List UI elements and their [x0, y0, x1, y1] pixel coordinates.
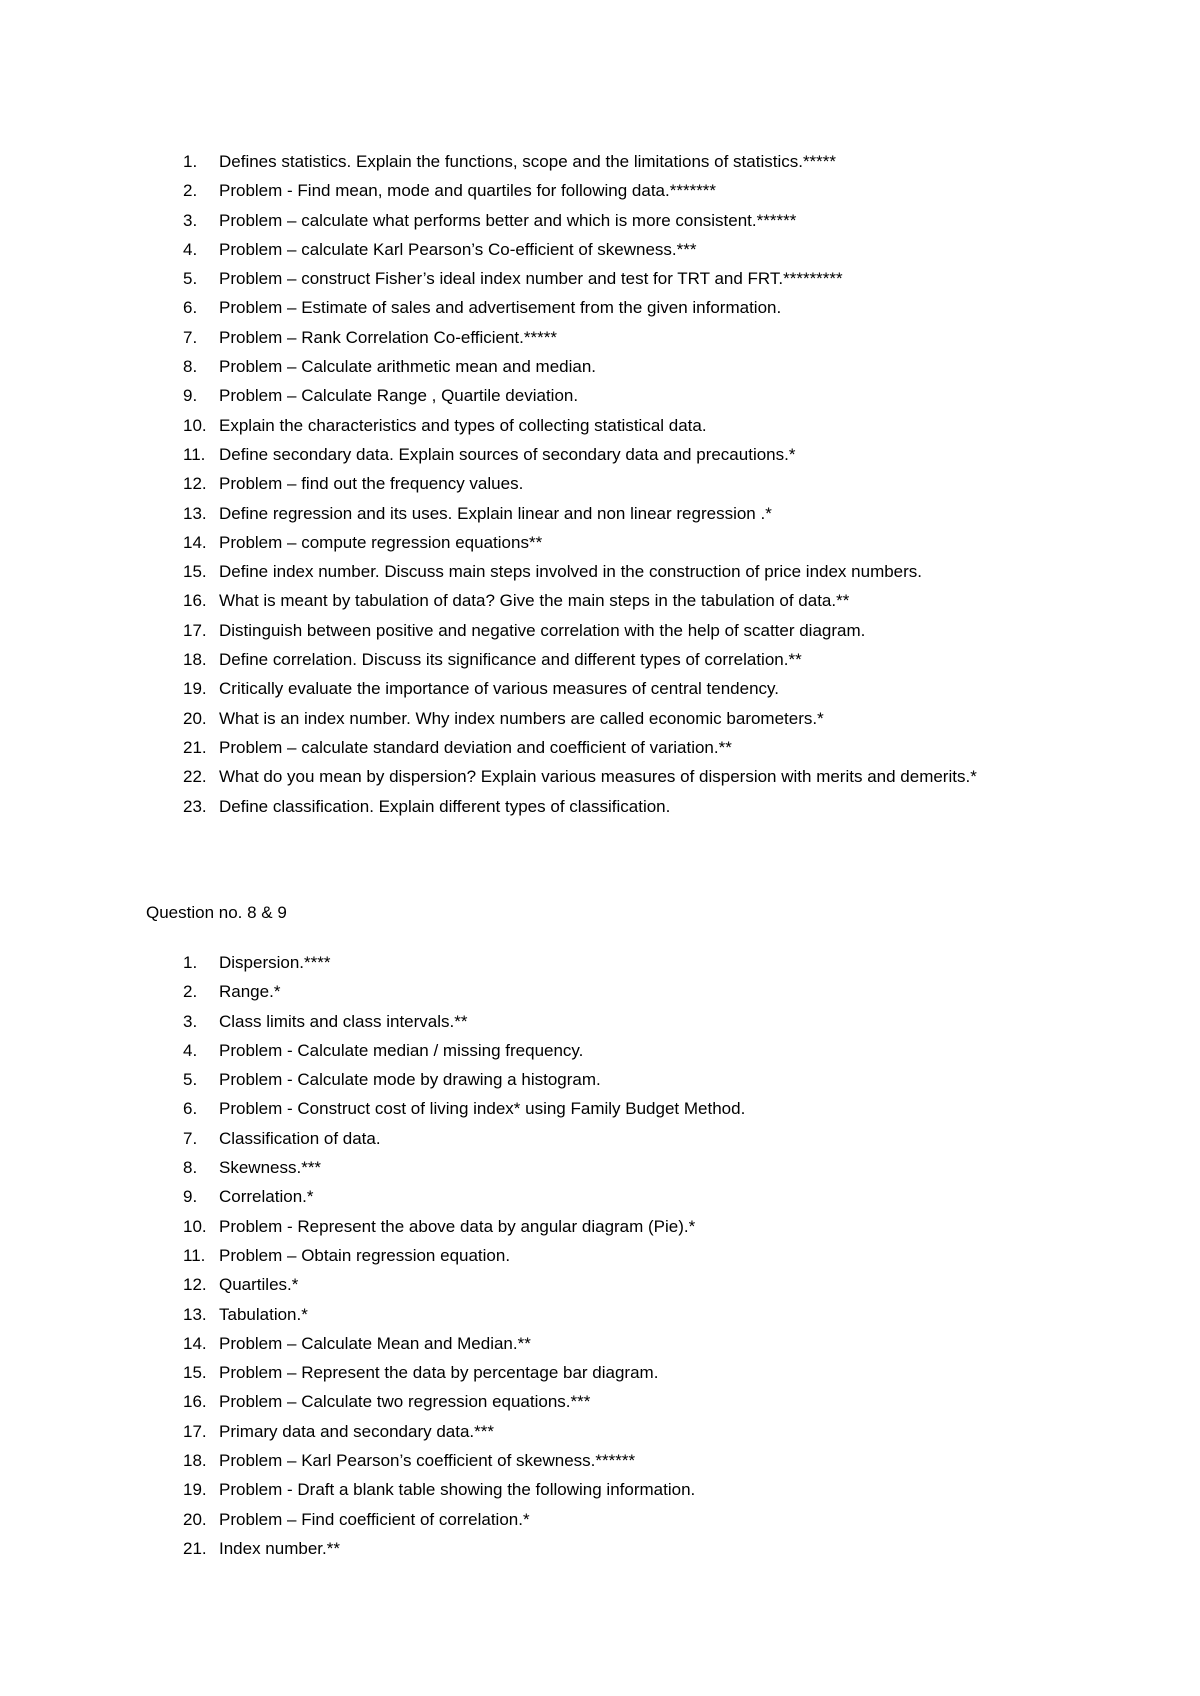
list-item [0, 440, 1200, 469]
item-text: Problem - Draft a blank table showing the following information. [219, 1480, 696, 1500]
item-text: Problem - Find mean, mode and quartiles for following data.******* [219, 181, 717, 201]
list-item [0, 1505, 1200, 1534]
item-number: 9. [183, 386, 198, 406]
list-item [0, 1446, 1200, 1475]
item-number: 5. [183, 1070, 198, 1090]
item-text: Problem – Rank Correlation Co-efficient.***** [219, 327, 557, 347]
list-item [0, 704, 1200, 733]
list-item [0, 1417, 1200, 1446]
item-number: 4. [183, 1040, 198, 1060]
item-number: 17. [183, 620, 207, 640]
item-text: Problem – find out the frequency values. [219, 474, 524, 494]
list-item [0, 1094, 1200, 1123]
list-item [0, 948, 1200, 977]
item-text: Problem – compute regression equations** [219, 532, 543, 552]
list-item [0, 323, 1200, 352]
section-heading: Question no. 8 & 9 [146, 903, 287, 922]
item-number: 22. [183, 767, 207, 787]
list-item [0, 381, 1200, 410]
list-item [0, 499, 1200, 528]
item-text: Define secondary data. Explain sources of secondary data and precautions.* [219, 444, 796, 464]
item-number: 16. [183, 591, 207, 611]
list-item [0, 586, 1200, 615]
question-list-secondary [0, 948, 1200, 1563]
list-item [0, 469, 1200, 498]
item-text: Define correlation. Discuss its significance and different types of correlation.** [219, 650, 802, 670]
item-number: 13. [183, 503, 207, 523]
list-item [0, 674, 1200, 703]
item-number: 10. [183, 1216, 207, 1236]
item-number: 11. [183, 444, 206, 464]
item-number: 2. [183, 982, 198, 1002]
item-number: 21. [183, 737, 207, 757]
list-item [0, 1065, 1200, 1094]
list-item [0, 792, 1200, 821]
item-number: 9. [183, 1187, 198, 1207]
item-text: What do you mean by dispersion? Explain various measures of dispersion with merits and demerits.* [219, 767, 977, 787]
item-text: Distinguish between positive and negative correlation with the help of scatter diagram. [219, 620, 866, 640]
item-number: 7. [183, 327, 198, 347]
item-number: 12. [183, 474, 207, 494]
item-number: 20. [183, 1509, 207, 1529]
item-number: 21. [183, 1538, 207, 1558]
list-item [0, 1153, 1200, 1182]
question-list-main [0, 147, 1200, 821]
item-text: Skewness.*** [219, 1158, 322, 1178]
item-number: 8. [183, 357, 198, 377]
list-item [0, 1329, 1200, 1358]
item-number: 1. [183, 152, 198, 171]
item-text: Problem – construct Fisher’s ideal index number and test for TRT and FRT.********* [219, 269, 843, 289]
item-text: Index number.** [219, 1538, 340, 1558]
item-number: 16. [183, 1392, 207, 1412]
list-item [0, 1358, 1200, 1387]
list-item [0, 1300, 1200, 1329]
item-number: 8. [183, 1158, 198, 1178]
list-item [0, 1534, 1200, 1563]
list-item [0, 264, 1200, 293]
item-text: Problem – Calculate Range , Quartile deviation. [219, 386, 579, 406]
list-item [0, 528, 1200, 557]
item-number: 14. [183, 1333, 207, 1353]
item-number: 23. [183, 796, 207, 816]
list-item [0, 1241, 1200, 1270]
item-text: Problem – Estimate of sales and advertisement from the given information. [219, 298, 782, 318]
list-item [0, 1270, 1200, 1299]
item-text: What is an index number. Why index numbers are called economic barometers.* [219, 708, 824, 728]
item-text: Problem - Represent the above data by angular diagram (Pie).* [219, 1216, 696, 1236]
list-item [0, 411, 1200, 440]
item-text: Problem - Calculate median / missing frequency. [219, 1040, 584, 1060]
list-item [0, 147, 1200, 176]
item-number: 20. [183, 708, 207, 728]
list-item [0, 293, 1200, 322]
item-number: 3. [183, 1011, 198, 1031]
item-text: Classification of data. [219, 1128, 381, 1148]
item-number: 11. [183, 1245, 206, 1265]
item-number: 19. [183, 1480, 207, 1500]
item-text: Problem – Represent the data by percentage bar diagram. [219, 1363, 659, 1383]
item-number: 7. [183, 1128, 198, 1148]
item-text: Tabulation.* [219, 1304, 308, 1324]
item-text: Explain the characteristics and types of collecting statistical data. [219, 415, 707, 435]
item-text: Correlation.* [219, 1187, 314, 1207]
item-text: Critically evaluate the importance of various measures of central tendency. [219, 679, 780, 699]
item-number: 1. [183, 953, 198, 972]
item-number: 3. [183, 210, 198, 230]
item-text: Define classification. Explain different types of classification. [219, 796, 671, 816]
list-item [0, 1124, 1200, 1153]
list-item [0, 1007, 1200, 1036]
list-item [0, 733, 1200, 762]
item-text: Problem – Calculate two regression equations.*** [219, 1392, 591, 1412]
item-text: Problem - Calculate mode by drawing a histogram. [219, 1070, 601, 1090]
item-number: 14. [183, 532, 207, 552]
item-text: Problem – calculate what performs better and which is more consistent.****** [219, 210, 797, 230]
item-number: 13. [183, 1304, 207, 1324]
item-text: Range.* [219, 982, 281, 1002]
item-text: Problem – calculate Karl Pearson’s Co-efficient of skewness.*** [219, 239, 697, 259]
list-item [0, 616, 1200, 645]
list-item [0, 645, 1200, 674]
list-item [0, 762, 1200, 791]
item-number: 6. [183, 1099, 198, 1119]
list-item [0, 352, 1200, 381]
item-text: What is meant by tabulation of data? Give the main steps in the tabulation of data.** [219, 591, 850, 611]
item-number: 17. [183, 1421, 207, 1441]
item-number: 15. [183, 562, 207, 582]
item-text: Problem – Obtain regression equation. [219, 1245, 511, 1265]
item-text: Problem – calculate standard deviation and coefficient of variation.** [219, 737, 732, 757]
item-number: 18. [183, 1451, 207, 1471]
list-item [0, 206, 1200, 235]
item-number: 5. [183, 269, 198, 289]
item-text: Dispersion.**** [219, 953, 331, 972]
item-number: 6. [183, 298, 198, 318]
list-item [0, 1036, 1200, 1065]
item-text: Problem – Find coefficient of correlation.* [219, 1509, 530, 1529]
item-text: Quartiles.* [219, 1275, 299, 1295]
item-text: Problem - Construct cost of living index* using Family Budget Method. [219, 1099, 746, 1119]
item-text: Primary data and secondary data.*** [219, 1421, 494, 1441]
item-number: 2. [183, 181, 198, 201]
item-number: 15. [183, 1363, 207, 1383]
list-item [0, 557, 1200, 586]
list-item [0, 1475, 1200, 1504]
item-text: Class limits and class intervals.** [219, 1011, 468, 1031]
item-text: Define regression and its uses. Explain linear and non linear regression .* [219, 503, 772, 523]
item-number: 4. [183, 239, 198, 259]
list-item [0, 1387, 1200, 1416]
list-item [0, 1182, 1200, 1211]
item-number: 10. [183, 415, 207, 435]
item-text: Problem – Calculate arithmetic mean and median. [219, 357, 597, 377]
item-number: 12. [183, 1275, 207, 1295]
list-item [0, 176, 1200, 205]
list-item [0, 1212, 1200, 1241]
list-item [0, 235, 1200, 264]
item-text: Defines statistics. Explain the functions, scope and the limitations of statistics.***** [219, 152, 837, 171]
list-item [0, 977, 1200, 1006]
item-number: 18. [183, 650, 207, 670]
item-text: Problem – Karl Pearson’s coefficient of skewness.****** [219, 1451, 636, 1471]
item-text: Define index number. Discuss main steps involved in the construction of price index numbers. [219, 562, 923, 582]
item-text: Problem – Calculate Mean and Median.** [219, 1333, 531, 1353]
item-number: 19. [183, 679, 207, 699]
